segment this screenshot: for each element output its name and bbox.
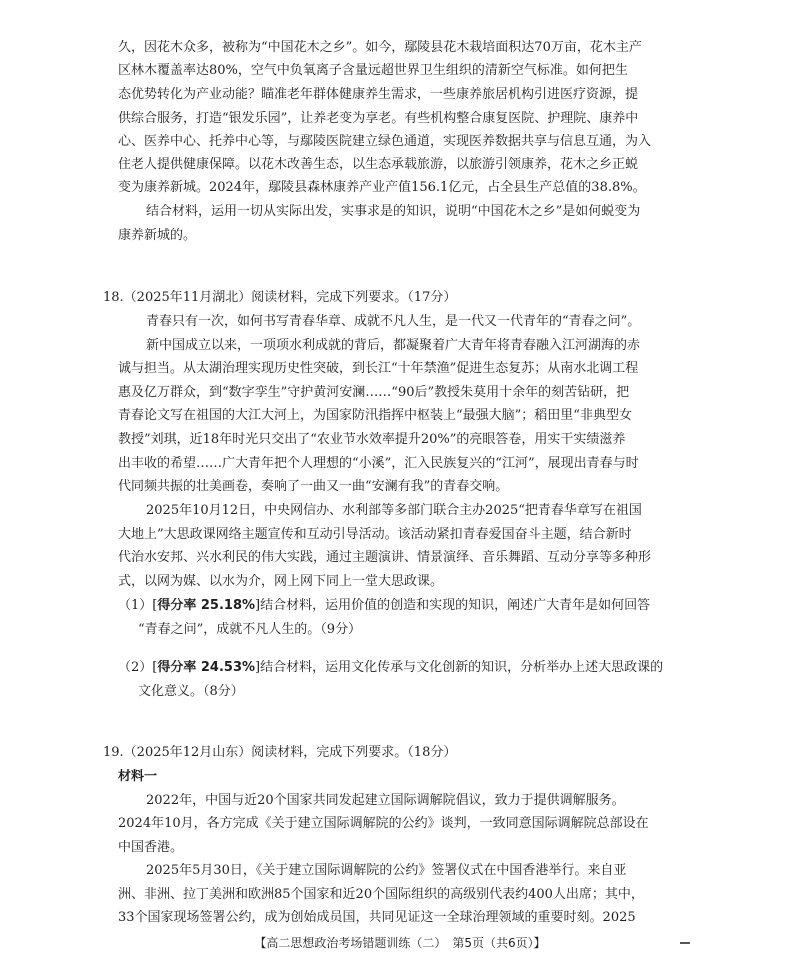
q19-line: 2024年10月，各方完成《关于建立国际调解院的公约》谈判，一致同意国际调解院总部设在 [118,816,649,831]
sub1-prefix: （1）[ [118,598,158,613]
q18-line: 教授”刘琪，近18年时光只交出了“农业节水效率提升20%”的亮眼答卷，用实干实绩滋养 [118,432,626,447]
scan-mark [680,942,690,944]
q18-line: 新中国成立以来，一项项水利成就的背后，都凝聚着广大青年将青春融入江河湖海的赤 [146,338,641,353]
q19-line: 33个国家现场签署公约，成为创始成员国，共同见证这一全球治理领域的重要时刻。2025 [118,910,636,925]
q18-sub2-cont: 文化意义。（8分） [138,684,244,699]
q17-prompt-line: 康养新城的。 [118,228,197,243]
q19-line: 2025年5月30日，《关于建立国际调解院的公约》签署仪式在中国香港举行。来自亚 [146,863,627,878]
q18-line: 出丰收的希望……广大青年把个人理想的“小溪”，汇入民族复兴的“江河”，展现出青春与时 [118,456,639,471]
q19-material-label: 材料一 [118,769,158,784]
page-footer: 【高二思想政治考场错题训练（二） 第5页（共6页）】 [254,936,546,950]
sub2-score-rate: 得分率 24.53% [157,660,256,675]
sub1-score-rate: 得分率 25.18% [157,598,256,613]
q19-line: 中国香港。 [118,840,184,855]
q18-line: 诚与担当。从太湖治理实现历史性突破，到长江“十年禁渔”促进生态复苏；从南水北调工程 [118,361,639,376]
q19-line: 2022年，中国与近20个国家共同发起建立国际调解院倡议，致力于提供调解服务。 [146,793,625,808]
sub1-text: ]结合材料，运用价值的创造和实现的知识，阐述广大青年是如何回答 [255,598,651,613]
q18-line: 代治水安邦、兴水利民的伟大实践，通过主题演讲、情景演绎、音乐舞蹈、互动分享等多种形 [118,550,652,565]
q18-sub1 [118,598,650,614]
sub2-prefix: （2）[ [118,660,158,675]
q17-prompt-line: 结合材料，运用一切从实际出发，实事求是的知识，说明“中国花木之乡”是如何蜕变为 [146,204,641,219]
passage-line: 久，因花木众多，被称为“中国花木之乡”。如今，鄢陵县花木栽培面积达70万亩，花木主产 [118,40,642,55]
q18-line: 代同频共振的壮美画卷，奏响了一曲又一曲“安澜有我”的青春交响。 [118,479,509,494]
q18-line: 式，以网为媒、以水为介，网上网下同上一堂大思政课。 [118,574,444,589]
q18-sub2 [118,660,663,676]
passage-line: 变为康养新城。2024年，鄢陵县森林康养产业产值156.1亿元，占全县生产总值的38.8%。 [118,180,646,195]
passage-line: 住老人提供健康保障。以花木改善生态，以生态承载旅游，以旅游引领康养，花木之乡正蜕 [118,157,639,172]
q18-line: 大地上”大思政课网络主题宣传和互动引导活动。该活动紧扣青春爱国奋斗主题，结合新时 [118,527,632,542]
q18-line: 惠及亿万群众，到“数字孪生”守护黄河安澜……“90后”教授朱莫用十余年的刻苦钻研，把 [118,385,630,400]
passage-line: 态优势转化为产业动能？瞄准老年群体健康养生需求，一些康养旅居机构引进医疗资源，提 [118,87,639,102]
q18-line: 青春论文写在祖国的大江大河上，为国家防汛指挥中枢装上“最强大脑”；稻田里“非典型女 [118,408,632,423]
passage-line: 供综合服务，打造“银发乐园”，让养老变为享老。有些机构整合康复医院、护理院、康养中 [118,111,639,126]
q18-line: 2025年10月12日，中央网信办、水利部等多部门联合主办2025“把青春华章写在祖国 [146,503,642,518]
q19-line: 洲、非洲、拉丁美洲和欧洲85个国家和近20个国际组织的高级别代表约400人出席；其中， [118,887,644,902]
q18-header: 18.（2025年11月湖北）阅读材料，完成下列要求。（17分） [103,290,457,305]
sub2-text: ]结合材料，运用文化传承与文化创新的知识，分析举办上述大思政课的 [255,660,664,675]
passage-line: 心、医养中心、托养中心等，与鄢陵医院建立绿色通道，实现医养数据共享与信息互通，为入 [118,134,652,149]
q18-line: 青春只有一次，如何书写青春华章、成就不凡人生，是一代又一代青年的“青春之问”。 [146,314,641,329]
q19-header: 19.（2025年12月山东）阅读材料，完成下列要求。（18分） [103,745,457,760]
passage-line: 区林木覆盖率达80%，空气中负氧离子含量远超世界卫生组织的清新空气标准。如何把生 [118,63,628,78]
q18-sub1-cont: “青春之问”，成就不凡人生的。（9分） [138,622,362,637]
